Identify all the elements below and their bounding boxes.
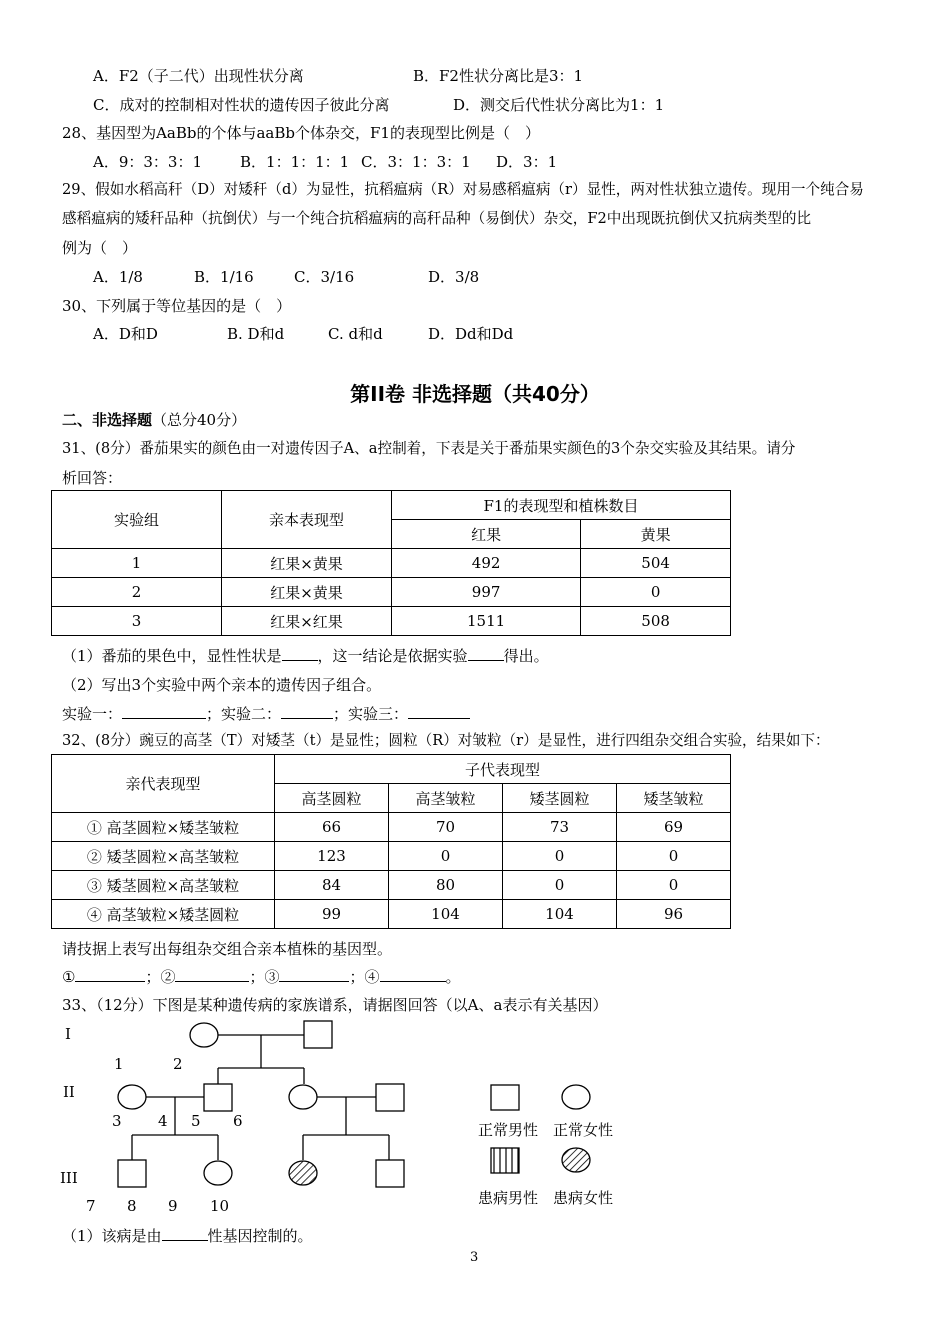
individual-number: 3 xyxy=(112,1112,122,1130)
q31-cell-parent: 红果×红果 xyxy=(222,607,392,636)
q27-option-d: D．测交后代性状分离比为1：1 xyxy=(453,96,665,114)
individual-number: 9 xyxy=(168,1197,178,1215)
section-heading-bold: 二、非选择题 xyxy=(62,411,153,429)
q31-cell-yellow: 0 xyxy=(581,578,731,607)
q32-end-mark: 。 xyxy=(445,968,461,986)
q31-cell-red: 492 xyxy=(392,549,581,578)
part2-title: 第II卷 非选择题（共40分） xyxy=(350,382,600,406)
generation-label: I xyxy=(65,1025,71,1043)
q29-stem-line3: 例为（ ） xyxy=(62,239,138,257)
q31-cell-parent: 红果×黄果 xyxy=(222,578,392,607)
q32-cell: 104 xyxy=(389,900,503,929)
q32-mark-3: ；③ xyxy=(249,968,280,986)
q31-cell-yellow: 508 xyxy=(581,607,731,636)
answer-blank[interactable] xyxy=(162,1226,208,1241)
female-8 xyxy=(204,1161,232,1185)
male-4 xyxy=(204,1084,232,1111)
q28-option-d: D．3：1 xyxy=(496,153,558,171)
q30-option-c: C. d和d xyxy=(328,325,383,343)
q32-header-child: 子代表现型 xyxy=(275,755,731,784)
q31-cell-parent: 红果×黄果 xyxy=(222,549,392,578)
q31-cell-red: 997 xyxy=(392,578,581,607)
q31-cell-yellow: 504 xyxy=(581,549,731,578)
legend-affected-female: 患病女性 xyxy=(553,1189,614,1207)
q27-option-b: B．F2性状分离比是3：1 xyxy=(413,67,584,85)
q29-option-a: A．1/8 xyxy=(93,268,143,286)
male-10 xyxy=(376,1160,404,1187)
q32-cell: 84 xyxy=(275,871,389,900)
q32-cell-parent: ① 高茎圆粒×矮茎皱粒 xyxy=(52,813,275,842)
q32-cell: 96 xyxy=(617,900,731,929)
q30-stem: 30、下列属于等位基因的是（ ） xyxy=(62,297,292,315)
male-2 xyxy=(304,1021,332,1048)
q33-sub1-text-a: （1）该病是由 xyxy=(62,1227,162,1245)
q32-cell: 0 xyxy=(503,842,617,871)
female-3 xyxy=(118,1085,146,1109)
q28-option-b: B．1：1：1：1 xyxy=(240,153,350,171)
q33-sub1 xyxy=(62,1226,313,1246)
q31-stem-line2: 析回答： xyxy=(62,469,123,487)
q32-cell: 0 xyxy=(389,842,503,871)
section-heading-score: （总分40分） xyxy=(152,411,247,429)
q32-col-header: 高茎圆粒 xyxy=(275,784,389,813)
individual-number: 4 xyxy=(158,1112,168,1130)
q32-cell: 0 xyxy=(617,842,731,871)
q28-stem: 28、基因型为AaBb的个体与aaBb个体杂交，F1的表现型比例是（ ） xyxy=(62,124,540,142)
male-7 xyxy=(118,1160,146,1187)
q27-option-a: A．F2（子二代）出现性状分离 xyxy=(93,67,304,85)
q32-cell-parent: ② 矮茎圆粒×高茎皱粒 xyxy=(52,842,275,871)
individual-number: 8 xyxy=(127,1197,137,1215)
legend-affected-male-icon xyxy=(491,1148,519,1173)
q32-cell: 73 xyxy=(503,813,617,842)
q32-header-parent: 亲代表现型 xyxy=(52,755,275,813)
q29-option-d: D．3/8 xyxy=(428,268,480,286)
q31-sub1-text-c: 得出。 xyxy=(503,647,549,665)
q31-stem-line1: 31、(8分）番茄果实的颜色由一对遗传因子A、a控制着，下表是关于番茄果实颜色的3个杂交实验及其结果。请分 xyxy=(62,440,796,457)
q31-header-red: 红果 xyxy=(392,520,581,549)
q31-exp1-label: 实验一： xyxy=(62,705,123,723)
q30-option-d: D．Dd和Dd xyxy=(428,325,514,343)
legend-normal-female-icon xyxy=(562,1085,590,1109)
q27-option-c: C．成对的控制相对性状的遗传因子彼此分离 xyxy=(93,96,390,114)
q31-header-parent: 亲本表现型 xyxy=(222,491,392,549)
q32-cell: 70 xyxy=(389,813,503,842)
q32-cell-parent: ③ 矮茎圆粒×高茎皱粒 xyxy=(52,871,275,900)
legend-affected-male: 患病男性 xyxy=(478,1189,539,1207)
q29-option-b: B．1/16 xyxy=(194,268,254,286)
legend-affected-female-icon xyxy=(562,1148,590,1172)
q32-cell: 0 xyxy=(617,871,731,900)
q29-stem-line1: 29、假如水稻高秆（D）对矮秆（d）为显性，抗稻瘟病（R）对易感稻瘟病（r）显性，两对性状独立遗传。现用一个纯合易 xyxy=(62,181,864,198)
generation-label: II xyxy=(63,1083,75,1101)
q31-header-f1: F1的表现型和植株数目 xyxy=(392,491,731,520)
q31-cell-group: 3 xyxy=(52,607,222,636)
female-5 xyxy=(289,1085,317,1109)
q32-col-header: 矮茎圆粒 xyxy=(503,784,617,813)
q32-cell-parent: ④ 高茎皱粒×矮茎圆粒 xyxy=(52,900,275,929)
legend-normal-female: 正常女性 xyxy=(553,1121,614,1139)
q32-mark-4: ；④ xyxy=(349,968,380,986)
individual-number: 10 xyxy=(210,1197,230,1215)
q32-cell: 0 xyxy=(503,871,617,900)
male-6 xyxy=(376,1084,404,1111)
q31-sub1-text-b: ，这一结论是依据实验 xyxy=(317,647,468,665)
q30-option-a: A．D和D xyxy=(93,325,158,343)
q31-sub1-text-a: （1）番茄的果色中，显性性状是 xyxy=(62,647,282,665)
q32-stem: 32、(8分）豌豆的高茎（T）对矮茎（t）是显性；圆粒（R）对皱粒（r）是显性，进行四组杂交组合实验，结果如下： xyxy=(62,732,830,749)
q30-option-b: B. D和d xyxy=(227,325,285,343)
q32-col-header: 高茎皱粒 xyxy=(389,784,503,813)
q29-stem-line2: 感稻瘟病的矮秆品种（抗倒伏）与一个纯合抗稻瘟病的高秆品种（易倒伏）杂交，F2中出现既抗倒伏又抗病类型的比 xyxy=(62,210,812,227)
q28-option-c: C．3：1：3：1 xyxy=(361,153,471,171)
q31-header-yellow: 黄果 xyxy=(581,520,731,549)
q31-cell-red: 1511 xyxy=(392,607,581,636)
q32-cell: 66 xyxy=(275,813,389,842)
q31-cell-group: 1 xyxy=(52,549,222,578)
q32-instruction: 请技据上表写出每组杂交组合亲本植株的基因型。 xyxy=(62,940,393,958)
q28-option-a: A．9：3：3：1 xyxy=(93,153,203,171)
q32-mark-2: ；② xyxy=(145,968,176,986)
individual-number: 6 xyxy=(233,1112,243,1130)
q32-mark-1: ① xyxy=(62,968,76,986)
individual-number: 7 xyxy=(86,1197,96,1215)
legend-normal-male: 正常男性 xyxy=(478,1121,539,1139)
q31-cell-group: 2 xyxy=(52,578,222,607)
page-number: 3 xyxy=(470,1250,479,1265)
q32-cell: 80 xyxy=(389,871,503,900)
female-1 xyxy=(190,1023,218,1047)
q32-col-header: 矮茎皱粒 xyxy=(617,784,731,813)
q32-cell: 69 xyxy=(617,813,731,842)
q31-header-group: 实验组 xyxy=(52,491,222,549)
q31-exp2-label: ；实验二： xyxy=(206,705,282,723)
q33-stem: 33、（12分）下图是某种遗传病的家族谱系，请据图回答（以A、a表示有关基因） xyxy=(62,996,608,1014)
affected-female-9 xyxy=(289,1161,317,1185)
legend-normal-male-icon xyxy=(491,1085,519,1110)
generation-label: III xyxy=(60,1169,78,1187)
q31-exp3-label: ；实验三： xyxy=(333,705,409,723)
q32-cell: 104 xyxy=(503,900,617,929)
q32-cell: 99 xyxy=(275,900,389,929)
individual-number: 1 xyxy=(114,1055,124,1073)
individual-number: 5 xyxy=(191,1112,201,1130)
individual-number: 2 xyxy=(173,1055,183,1073)
q31-sub2: （2）写出3个实验中两个亲本的遗传因子组合。 xyxy=(62,676,382,694)
q33-sub1-text-b: 性基因控制的。 xyxy=(207,1227,313,1245)
q32-cell: 123 xyxy=(275,842,389,871)
q29-option-c: C．3/16 xyxy=(294,268,355,286)
